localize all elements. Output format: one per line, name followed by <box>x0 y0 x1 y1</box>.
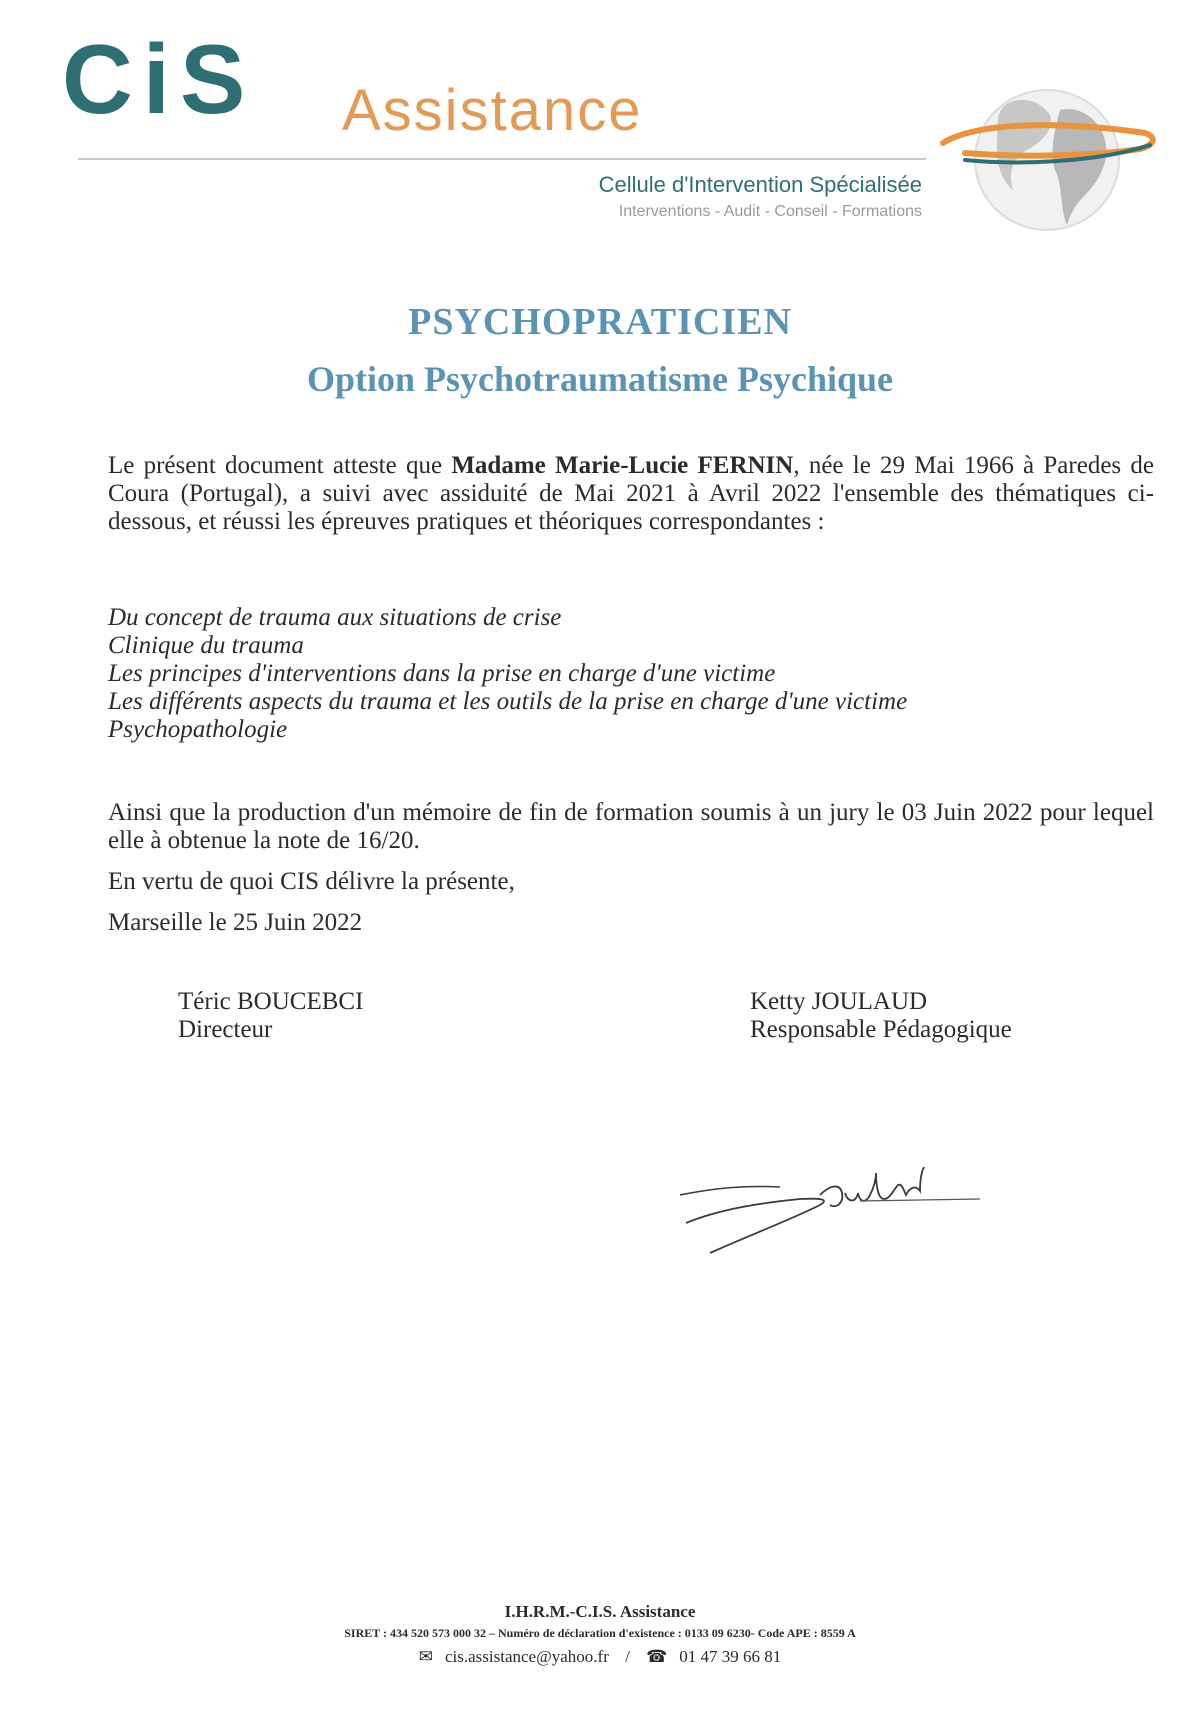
letterhead <box>0 0 1200 240</box>
signatory-right-name: Ketty JOULAUD <box>750 988 928 1015</box>
phone-icon: ☎ <box>646 1647 668 1666</box>
handwritten-signature <box>680 1165 1040 1285</box>
attestation-suffix: , née le 29 Mai 1966 à Paredes de Coura (Portugal), a suivi avec assiduité de Mai 2021 à Avril 2022 l'ensemble des thématiques ci-dessous, et réussi les épreuves pratiques et théoriques correspondantes : <box>108 452 1154 535</box>
footer <box>0 1602 1200 1667</box>
subtagline: Interventions - Audit - Conseil - Formations <box>618 203 922 220</box>
footer-contact <box>0 1647 1200 1667</box>
module-item: Du concept de trauma aux situations de crise <box>108 604 562 631</box>
signatory-left-name: Téric BOUCEBCI <box>178 988 364 1015</box>
signatory-right-role: Responsable Pédagogique <box>750 1016 1012 1043</box>
footer-separator: / <box>625 1647 630 1666</box>
module-item: Psychopathologie <box>108 716 288 743</box>
footer-organization: I.H.R.M.-C.I.S. Assistance <box>504 1602 696 1621</box>
logo-cis: CiS <box>62 24 256 134</box>
signatory-right <box>750 988 1012 1044</box>
page-title: PSYCHOPRATICIEN <box>408 301 792 343</box>
attestation-paragraph <box>108 452 1154 536</box>
signatory-left <box>178 988 363 1044</box>
logo-divider <box>78 158 926 160</box>
attestation-prefix: Le présent document atteste que <box>108 452 452 479</box>
tagline: Cellule d'Intervention Spécialisée <box>598 172 922 197</box>
vertu-line: En vertu de quoi CIS délivre la présente, <box>108 868 515 895</box>
logo-assistance: Assistance <box>342 78 643 143</box>
footer-email: cis.assistance@yahoo.fr <box>444 1647 609 1666</box>
title-block <box>0 300 1200 400</box>
place-date: Marseille le 25 Juin 2022 <box>108 909 363 936</box>
module-item: Les différents aspects du trauma et les outils de la prise en charge d'une victime <box>108 688 908 715</box>
signatory-left-role: Directeur <box>178 1016 273 1043</box>
memoire-paragraph: Ainsi que la production d'un mémoire de fin de formation soumis à un jury le 03 Juin 2022 pour lequel elle à obtenue la note de 16/20. <box>108 799 1154 854</box>
module-item: Les principes d'interventions dans la prise en charge d'une victime <box>108 660 776 687</box>
globe-icon <box>935 65 1160 235</box>
module-item: Clinique du trauma <box>108 632 304 659</box>
attestation-name: Madame Marie-Lucie FERNIN <box>451 452 794 479</box>
modules-list <box>108 604 1154 744</box>
footer-registration: SIRET : 434 520 573 000 32 – Numéro de déclaration d'existence : 0133 09 6230- Code APE : 8559 A <box>344 1626 856 1640</box>
footer-phone: 01 47 39 66 81 <box>679 1647 782 1666</box>
mail-icon: ✉ <box>418 1647 433 1666</box>
page-subtitle: Option Psychotraumatisme Psychique <box>306 359 893 399</box>
